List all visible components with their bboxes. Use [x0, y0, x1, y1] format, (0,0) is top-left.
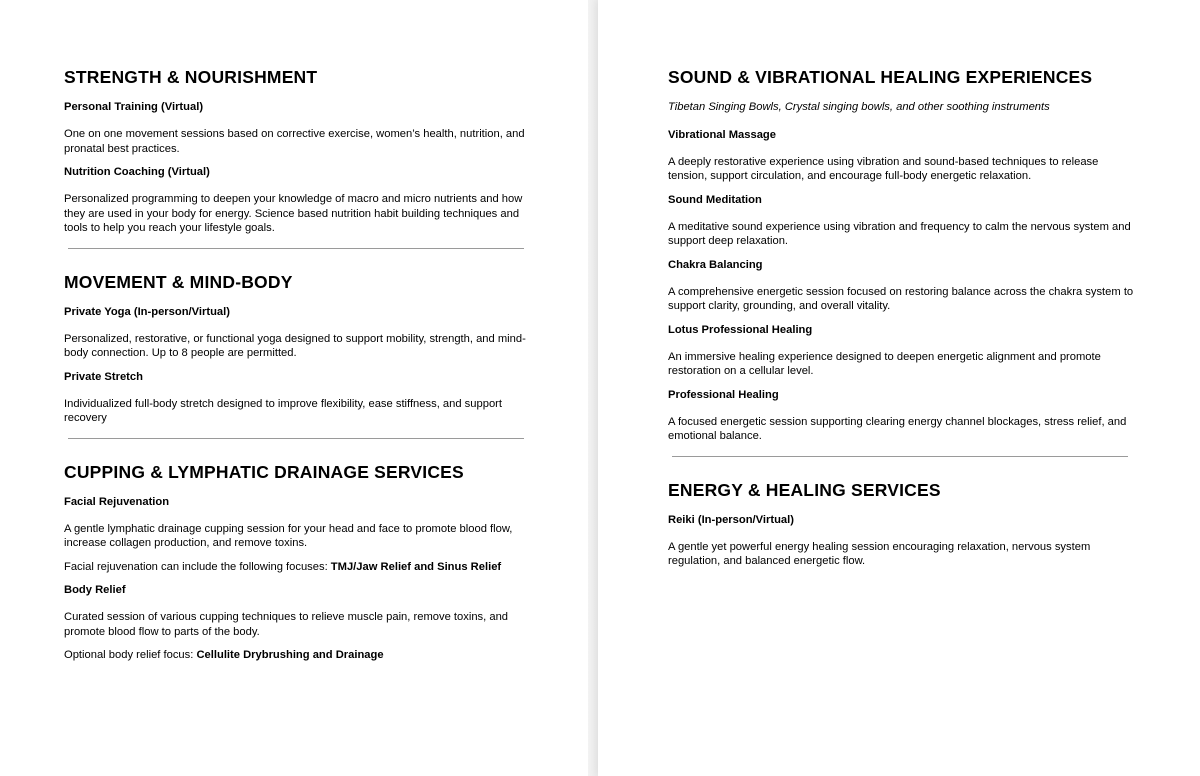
- service-title: Vibrational Massage: [668, 128, 776, 141]
- section-divider: [672, 456, 1128, 457]
- page-left: [0, 0, 588, 776]
- page-left-content: [64, 66, 528, 672]
- section-heading-cupping: CUPPING & LYMPHATIC DRAINAGE SERVICES: [64, 461, 464, 482]
- service-title: Personal Training (Virtual): [64, 101, 204, 113]
- section-divider: [68, 248, 524, 249]
- service-description: Individualized full-body stretch designed to improve flexibility, ease stiffness, and support recovery: [64, 397, 502, 424]
- service-description: A focused energetic session supporting clearing energy channel blockages, stress relief, and emotional balance.: [668, 415, 1127, 442]
- service-title: Body Relief: [64, 584, 126, 596]
- service-title: Professional Healing: [668, 388, 779, 401]
- service-description: Personalized, restorative, or functional yoga designed to support mobility, strength, and mind-body connection. Up to 8 people are permitted.: [64, 332, 526, 359]
- section-heading-movement: MOVEMENT & MIND-BODY: [64, 271, 293, 292]
- service-title: Private Yoga (In-person/Virtual): [64, 305, 230, 318]
- section-heading-energy: ENERGY & HEALING SERVICES: [668, 479, 941, 500]
- service-title: Private Stretch: [64, 370, 143, 383]
- service-title: Reiki (In-person/Virtual): [668, 513, 794, 526]
- service-title: Sound Meditation: [668, 193, 762, 206]
- service-title: Nutrition Coaching (Virtual): [64, 166, 210, 178]
- service-title: Chakra Balancing: [668, 258, 763, 271]
- facial-focus-line: [64, 560, 528, 575]
- service-description: Personalized programming to deepen your knowledge of macro and micro nutrients and how they are used in your body for energy. Science based nutrition habit building techniques and tools to help you reach your lifestyle goals.: [64, 193, 523, 234]
- body-focus-prefix: Optional body relief focus:: [64, 649, 197, 661]
- service-title: Lotus Professional Healing: [668, 323, 813, 336]
- page-right-content: [668, 66, 1134, 578]
- service-description: A comprehensive energetic session focused on restoring balance across the chakra system to support clarity, grounding, and overall vitality.: [668, 285, 1134, 312]
- section-heading-sound: SOUND & VIBRATIONAL HEALING EXPERIENCES: [668, 67, 1093, 87]
- body-focus-options: Cellulite Drybrushing and Drainage: [196, 649, 384, 661]
- service-description: An immersive healing experience designed to deepen energetic alignment and promote restoration on a cellular level.: [668, 350, 1101, 377]
- service-description: Curated session of various cupping techniques to relieve muscle pain, remove toxins, and promote blood flow to parts of the body.: [64, 611, 509, 638]
- facial-focus-options: TMJ/Jaw Relief and Sinus Relief: [330, 560, 502, 573]
- service-description: A deeply restorative experience using vibration and sound-based techniques to release tension, support circulation, and encourage full-body energetic relaxation.: [668, 155, 1099, 182]
- page-right: [598, 0, 1200, 776]
- service-title: Facial Rejuvenation: [64, 495, 170, 508]
- section-divider: [68, 438, 524, 439]
- service-description: A gentle yet powerful energy healing session encouraging relaxation, nervous system regulation, and balanced energetic flow.: [668, 540, 1091, 567]
- body-focus-line: [64, 648, 528, 663]
- section-heading-strength: STRENGTH & NOURISHMENT: [64, 67, 318, 87]
- service-description: A gentle lymphatic drainage cupping session for your head and face to promote blood flow, increase collagen production, and remove toxins.: [64, 522, 513, 549]
- facial-focus-prefix: Facial rejuvenation can include the following focuses:: [64, 560, 331, 573]
- service-description: A meditative sound experience using vibration and frequency to calm the nervous system and support deep relaxation.: [668, 220, 1131, 247]
- section-subtitle: Tibetan Singing Bowls, Crystal singing bowls, and other soothing instruments: [668, 101, 1050, 113]
- service-description: One on one movement sessions based on corrective exercise, women’s health, nutrition, and pronatal best practices.: [64, 128, 525, 155]
